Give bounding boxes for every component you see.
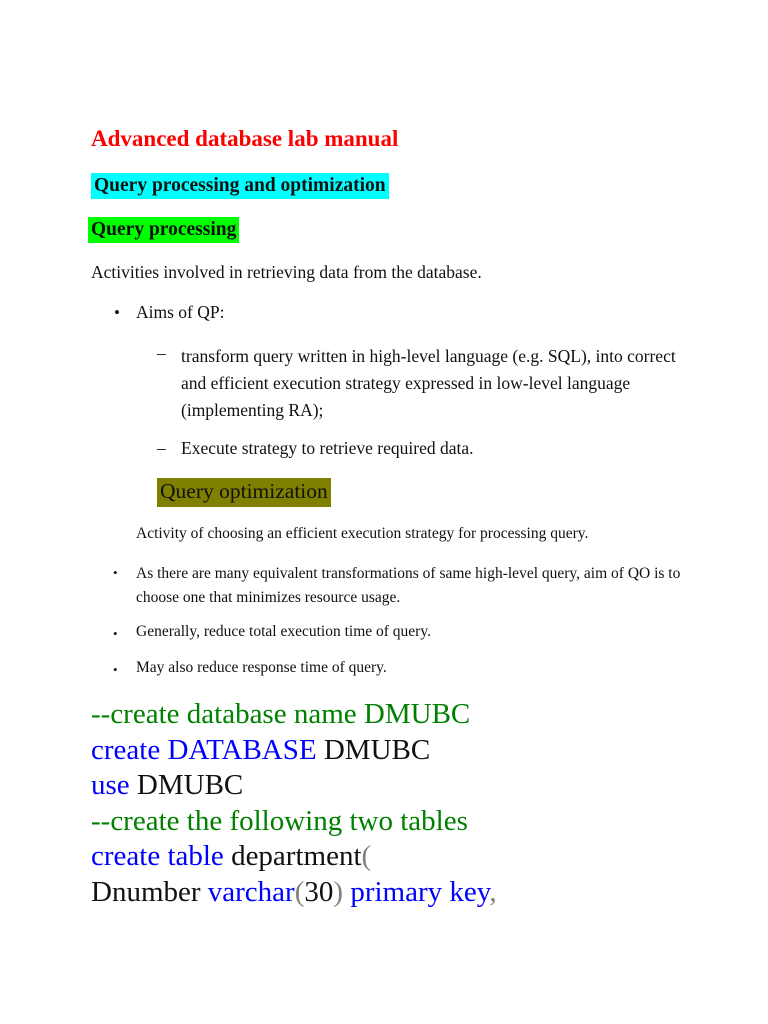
code-column-name: Dnumber [91,875,208,908]
code-identifier: DMUBC [316,733,431,766]
heading-qpo-text: Query processing and optimization [91,173,389,199]
sql-code-block [91,697,497,911]
heading-query-processing-and-optimization [91,173,389,199]
dash-marker: – [157,343,166,363]
code-line-2 [91,733,497,769]
code-punctuation: , [489,875,497,908]
code-line-4 [91,804,497,840]
qo-definition: Activity of choosing an efficient execution strategy for processing query. [136,525,589,542]
code-line-3 [91,768,497,804]
document-title: Advanced database lab manual [91,126,399,151]
bullet-marker: • [113,626,118,641]
aim-item-2: Execute strategy to retrieve required data. [181,438,474,458]
code-punctuation: ( [294,875,305,908]
code-identifier: department [223,840,362,873]
aim-item-1: transform query written in high-level language (e.g. SQL), into correct and efficient execution strategy expressed in low-level language (implementing RA); [181,346,676,420]
dash-marker: – [157,438,166,458]
qp-definition: Activities involved in retrieving data from the database. [91,262,482,282]
bullet-marker: • [113,662,118,677]
bullet-marker: • [113,565,118,580]
code-line-1 [91,697,497,733]
code-keyword: primary key [343,875,490,908]
code-punctuation: ( [361,840,372,873]
heading-qo-text: Query optimization [157,478,331,507]
aims-bullet: Aims of QP: [136,302,225,322]
code-identifier: DMUBC [129,769,244,802]
code-punctuation: ) [333,875,344,908]
code-line-6 [91,875,497,911]
heading-query-processing [88,217,239,243]
heading-query-optimization [157,478,331,507]
code-line-5 [91,839,497,875]
heading-qp-text: Query processing [88,217,239,243]
code-comment: --create database name DMUBC [91,698,471,730]
qo-point-1: As there are many equivalent transformations of same high-level query, aim of QO is to choose one that minimizes resource usage. [136,565,681,606]
code-number: 30 [304,875,334,908]
code-keyword: create DATABASE [91,733,317,766]
code-keyword: create table [91,840,224,873]
qo-point-2: Generally, reduce total execution time of query. [136,623,431,640]
bullet-marker: • [114,303,120,322]
code-keyword: use [91,769,130,802]
code-type: varchar [207,875,295,908]
code-comment: --create the following two tables [91,804,468,837]
qo-point-3: May also reduce response time of query. [136,659,387,676]
